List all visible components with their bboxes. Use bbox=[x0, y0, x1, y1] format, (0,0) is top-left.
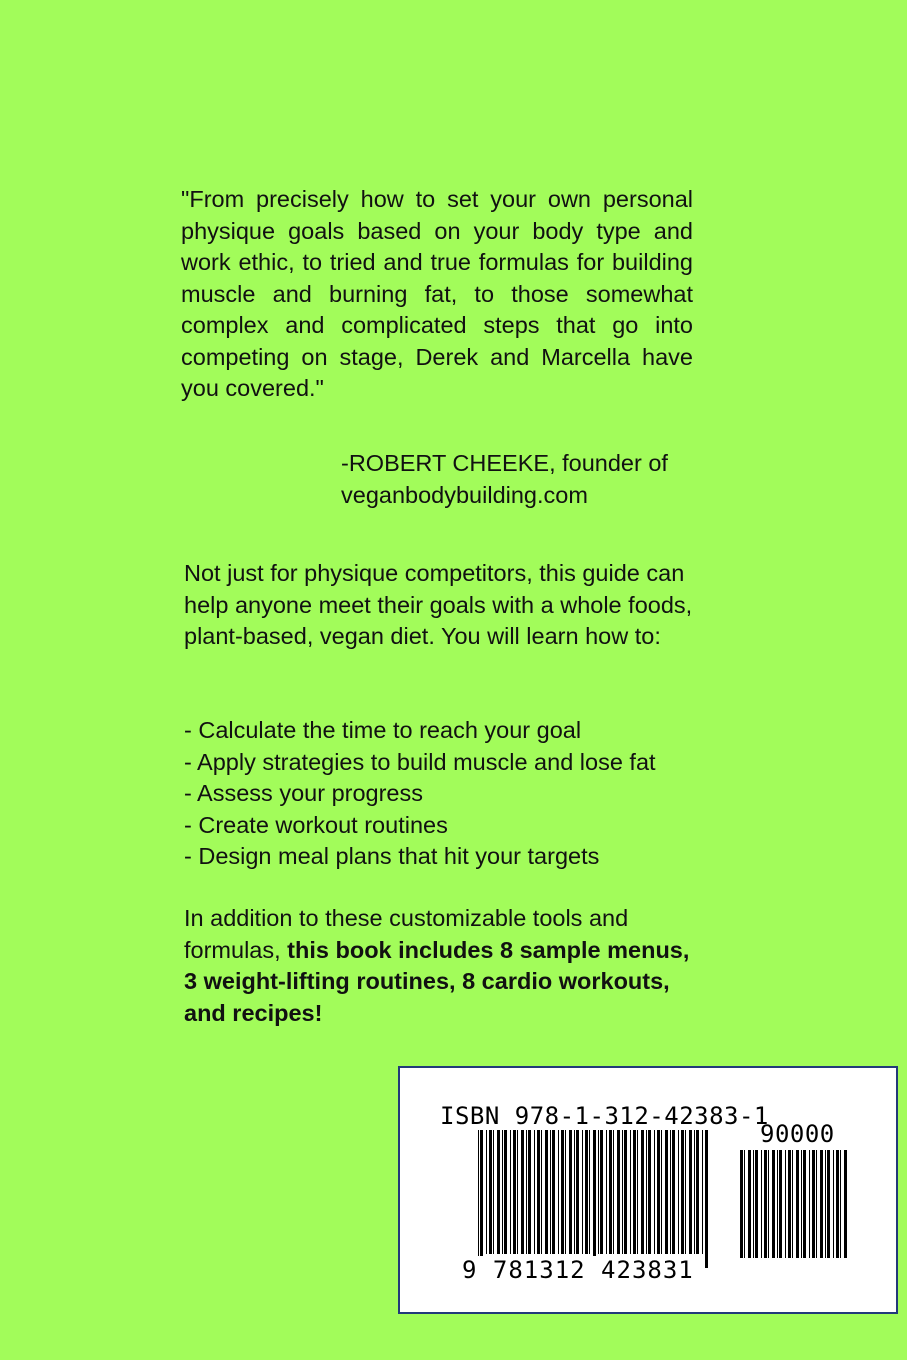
barcode-bar bbox=[678, 1130, 679, 1254]
barcode-bar bbox=[833, 1150, 834, 1258]
barcode-bar bbox=[593, 1130, 596, 1268]
barcode-bar bbox=[812, 1150, 815, 1258]
barcode-bar bbox=[777, 1150, 778, 1258]
barcode-bar bbox=[705, 1130, 708, 1268]
barcode-bar bbox=[526, 1130, 527, 1254]
barcode-bar bbox=[622, 1130, 623, 1254]
isbn-barcode-box bbox=[398, 1066, 898, 1314]
list-item: - Calculate the time to reach your goal bbox=[184, 717, 582, 743]
barcode-bar bbox=[497, 1130, 500, 1254]
attribution-website: veganbodybuilding.com bbox=[341, 481, 588, 508]
barcode-bar bbox=[521, 1130, 524, 1254]
barcode-bar bbox=[827, 1150, 830, 1258]
barcode-bar bbox=[510, 1130, 511, 1254]
barcode-bar bbox=[606, 1130, 607, 1254]
barcode-bar bbox=[600, 1130, 603, 1254]
intro-paragraph: Not just for physique competitors, this guide can help anyone meet their goals with a whole foods, plant-based, vegan diet. You will learn how to: bbox=[184, 560, 693, 649]
barcode-bar bbox=[537, 1130, 540, 1254]
barcode-bar bbox=[788, 1150, 791, 1258]
barcode-bar bbox=[648, 1130, 651, 1254]
barcode-bar bbox=[661, 1130, 662, 1254]
barcode-bar bbox=[609, 1130, 612, 1254]
closing-plain-text: In addition to these customizable tools and formulas, bbox=[184, 905, 629, 963]
barcode-bar bbox=[809, 1150, 810, 1258]
list-item: - Apply strategies to build muscle and lose fat bbox=[184, 748, 656, 775]
barcode-bar bbox=[504, 1130, 507, 1254]
barcode-bar bbox=[641, 1130, 644, 1254]
barcode-bar bbox=[558, 1130, 559, 1254]
barcode-bar bbox=[744, 1150, 745, 1258]
barcode-bar bbox=[552, 1130, 555, 1254]
barcode-bar bbox=[617, 1130, 620, 1254]
barcode-bar bbox=[681, 1130, 684, 1254]
barcode-bar bbox=[582, 1130, 583, 1254]
barcode-bar bbox=[493, 1130, 494, 1254]
barcode-bar bbox=[779, 1150, 782, 1258]
barcode-bar bbox=[702, 1130, 703, 1254]
barcode-bar bbox=[489, 1130, 492, 1254]
barcode-bar bbox=[665, 1130, 668, 1254]
barcode-bar bbox=[844, 1150, 847, 1258]
isbn-label: ISBN 978-1-312-42383-1 bbox=[440, 1102, 769, 1130]
barcode-bar bbox=[633, 1130, 636, 1254]
barcode-bar bbox=[772, 1150, 775, 1258]
barcode-bar bbox=[598, 1130, 599, 1254]
barcode-bar bbox=[613, 1130, 614, 1254]
barcode-bar bbox=[565, 1130, 566, 1254]
barcode-bar bbox=[589, 1130, 590, 1254]
barcode-bar bbox=[755, 1150, 758, 1258]
barcode-bar bbox=[534, 1130, 535, 1254]
barcode-bar bbox=[550, 1130, 551, 1254]
barcode-bar bbox=[657, 1130, 660, 1254]
barcode-bar bbox=[768, 1150, 769, 1258]
barcode-bar bbox=[753, 1150, 754, 1258]
barcode-bar bbox=[480, 1130, 483, 1268]
barcode-bar bbox=[672, 1130, 675, 1254]
barcode-bar bbox=[545, 1130, 548, 1254]
barcode-bar bbox=[624, 1130, 627, 1254]
barcode-bar bbox=[740, 1150, 743, 1258]
barcode-bar bbox=[836, 1150, 839, 1258]
list-item: - Create workout routines bbox=[184, 811, 448, 838]
barcode-bar bbox=[840, 1150, 841, 1258]
barcode-bar bbox=[654, 1130, 655, 1254]
barcode-bar bbox=[576, 1130, 579, 1254]
barcode-bar bbox=[478, 1130, 479, 1268]
list-item: - Design meal plans that hit your targets bbox=[184, 843, 600, 869]
review-quote: "From precisely how to set your own personal physique goals based on your body type and work ethic, to tried and true formulas for building muscle and burning fat, to those somewhat complex and complicated steps that go into competing on stage, Derek and Marcella have you covered." bbox=[181, 186, 693, 401]
barcode-bar bbox=[820, 1150, 823, 1258]
barcode-bar bbox=[685, 1130, 686, 1254]
barcode-bar bbox=[646, 1130, 647, 1254]
barcode-bar bbox=[670, 1130, 671, 1254]
barcode-digits: 9 781312 423831 bbox=[462, 1256, 694, 1284]
barcode-bar bbox=[502, 1130, 503, 1254]
list-item: - Assess your progress bbox=[184, 780, 424, 806]
barcode-bar bbox=[696, 1130, 699, 1254]
barcode-bar bbox=[764, 1150, 767, 1258]
barcode-bar bbox=[486, 1130, 487, 1254]
barcode-bar bbox=[574, 1130, 575, 1254]
barcode-bar bbox=[528, 1130, 531, 1254]
barcode-bar bbox=[785, 1150, 786, 1258]
barcode-bar bbox=[694, 1130, 695, 1254]
barcode-bar bbox=[816, 1150, 817, 1258]
barcode-bar bbox=[561, 1130, 564, 1254]
barcode-bar bbox=[541, 1130, 542, 1254]
closing-bold-text: this book includes 8 sample menus, 3 weight-lifting routines, 8 cardio workouts, and recipes! bbox=[184, 936, 690, 1026]
barcode-bar bbox=[761, 1150, 762, 1258]
barcode-bar bbox=[569, 1130, 572, 1254]
barcode-bar bbox=[513, 1130, 516, 1254]
barcode-bar bbox=[792, 1150, 793, 1258]
barcode-bar bbox=[630, 1130, 631, 1254]
barcode-bar bbox=[517, 1130, 518, 1254]
barcode-bar bbox=[585, 1130, 588, 1254]
attribution-author: -ROBERT CHEEKE, founder of bbox=[341, 450, 668, 476]
learning-list bbox=[184, 715, 744, 873]
quote-attribution bbox=[341, 448, 721, 511]
closing-paragraph bbox=[184, 903, 704, 1029]
barcode-bar bbox=[803, 1150, 806, 1258]
barcode-bar bbox=[825, 1150, 826, 1258]
barcode-bar bbox=[637, 1130, 638, 1254]
barcode-bar bbox=[689, 1130, 692, 1254]
barcode-bar bbox=[748, 1150, 751, 1258]
barcode-bar bbox=[796, 1150, 799, 1258]
price-code: 90000 bbox=[760, 1120, 835, 1148]
barcode-bar bbox=[801, 1150, 802, 1258]
